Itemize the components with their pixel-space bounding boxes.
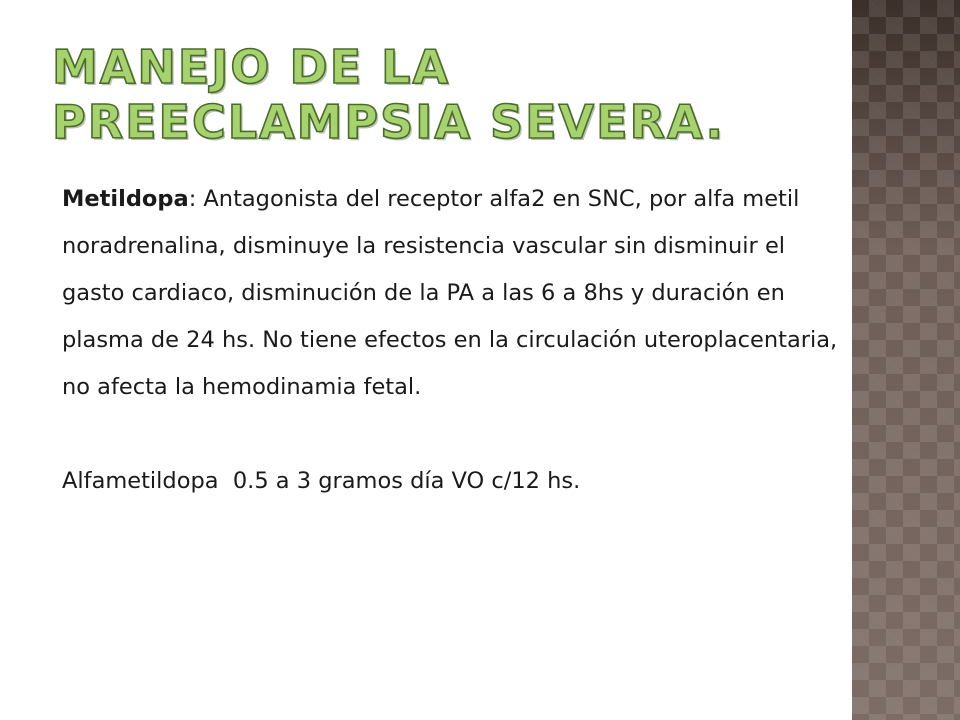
slide-body xyxy=(62,176,842,505)
drug-paragraph xyxy=(62,176,842,411)
drug-description: : Antagonista del receptor alfa2 en SNC, por alfa metil noradrenalina, disminuye la resistencia vascular sin disminuir el gasto cardiaco, disminución de la PA a las 6 a 8hs y duración en plasma de 24 hs. No tiene efectos en la circulación uteroplacentaria, no afecta la hemodinamia fetal. xyxy=(62,186,838,400)
decorative-side-panel xyxy=(852,0,960,720)
slide-title: MANEJO DE LA PREECLAMPSIA SEVERA. xyxy=(52,40,725,149)
drug-name: Metildopa xyxy=(62,186,189,212)
paragraph-spacer xyxy=(62,411,842,458)
dosage-line: Alfametildopa 0.5 a 3 gramos día VO c/12 hs. xyxy=(62,468,581,494)
